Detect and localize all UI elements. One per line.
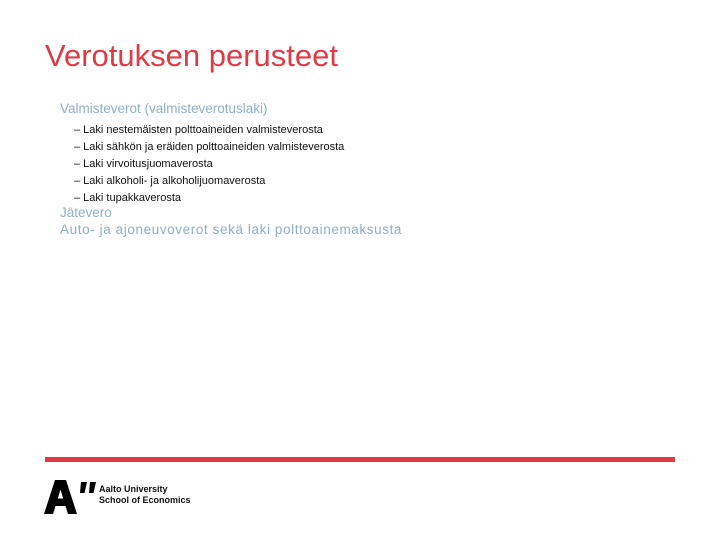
sub-item-sahko: – Laki sähkön ja eräiden polttoaineiden valmisteverosta: [74, 141, 345, 153]
footer-divider: [45, 457, 675, 462]
sub-item-alkoholi: – Laki alkoholi- ja alkoholijuomaverosta: [74, 175, 266, 187]
logo-university-name: Aalto University: [99, 484, 168, 494]
heading-valmisteverot: Valmisteverot (valmisteverotuslaki): [60, 101, 268, 116]
slide-title: Verotuksen perusteet: [45, 38, 338, 73]
sub-item-virvoitusjuoma: – Laki virvoitusjuomaverosta: [74, 158, 213, 170]
logo-school-name: School of Economics: [99, 495, 191, 505]
heading-jatevero: Jätevero: [60, 205, 112, 220]
heading-autoverot: Auto- ja ajoneuvoverot sekä laki polttoainemaksusta: [60, 222, 403, 237]
aalto-logo-icon: [44, 480, 98, 516]
sub-item-nestemaiset: – Laki nestemäisten polttoaineiden valmisteverosta: [74, 124, 323, 136]
sub-item-tupakka: – Laki tupakkaverosta: [74, 192, 182, 204]
